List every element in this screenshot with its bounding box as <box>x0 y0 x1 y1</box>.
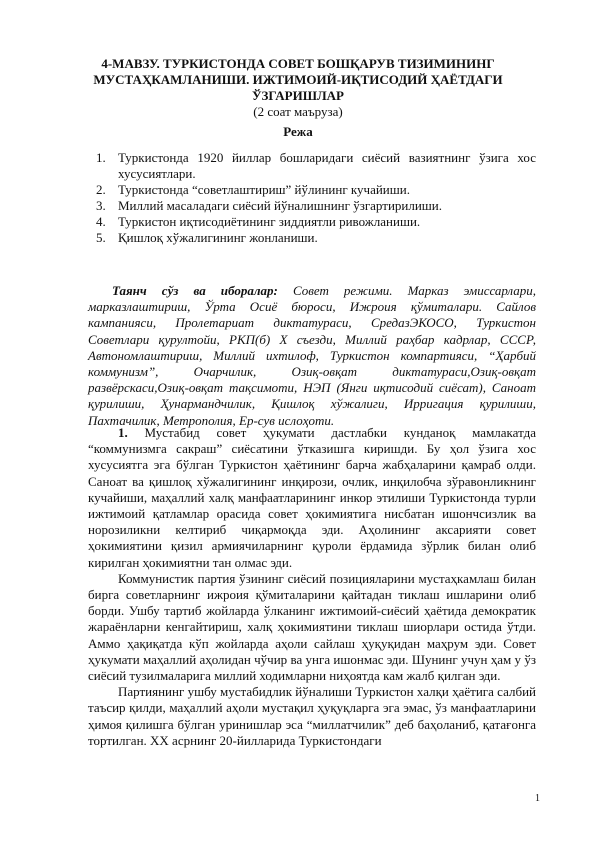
plan-item-number: 1. <box>96 150 106 165</box>
paragraph-1 <box>88 425 536 571</box>
plan-item <box>96 150 536 182</box>
plan-item-number: 2. <box>96 182 106 197</box>
keywords-label: Таянч сўз ва иборалар: <box>112 283 278 298</box>
title-line-3: ЎЗГАРИШЛАР <box>252 88 344 103</box>
plan-item <box>96 230 536 246</box>
plan-item <box>96 214 536 230</box>
keywords-paragraph <box>88 283 536 429</box>
paragraph-3: Партиянинг ушбу мустабидлик йўналиши Туркистон халқи ҳаётига салбий таъсир қилди, маҳаллий аҳоли мустақил ҳуқуқларга эга эмас, ўз манфаатларини ҳимоя қилишга бўлган уринишлар эса “миллатчилик” деб баҳоланиб, қатағонга тортилган. ХХ асрнинг 20-йилларида Туркистондаги <box>88 684 536 748</box>
paragraph-2: Коммунистик партия ўзининг сиёсий позицияларини мустаҳкамлаш билан бирга советларнинг ижроия қўмиталарини қайтадан тиклаш ишларини олиб борди. Ушбу тартиб жойларда ўлканинг ижтимоий-сиёсий ҳаётида демократик жараёнларни кенгайтириш, халқ ҳокимиятини тиклаш шиорлари остида ўтди. Аммо ҳақиқатда кўп жойларда аҳоли сайлаш ҳуқуқидан маҳрум эди. Совет ҳукумати маҳаллий аҳолидан чўчир ва унга ишонмас эди. Шунинг учун ҳам у ўз сиёсий тузилмаларига миллий ходимларни ниҳоятда кам жалб қилган эди. <box>88 570 536 684</box>
page-number: 1 <box>535 793 540 804</box>
paragraph-number: 1. <box>118 425 128 440</box>
paragraph-1-text: Мустабид совет ҳукумати дастлабки кунданоқ мамлакатда “коммунизмга сакраш” сиёсатини ўтказишга киришди. Бу ҳол ўзига хос хусусиятга эга бўлган Туркистон ҳаётининг барча жабҳаларини қамраб олди. Саноат ва қишлоқ хўжалигининг инқирози, очлик, инқилобча зўравонликнинг кучайиши, маҳаллий халқ манфаатларининг инкор этилиши Туркистонда турли ижтимоий қатламлар орасида совет ҳокимиятига нисбатан ишончсизлик ва норозиликни келтириб чиқармоқда эди. Аҳолининг аксарияти совет ҳокимиятини қизил армиячиларнинг қуроли ёрдамида зўрлик билан олиб кирилган ҳокимиятни тан олмас эди. <box>88 425 536 570</box>
title-line-1: 4-МАВЗУ. ТУРКИСТОНДА СОВЕТ БОШҚАРУВ ТИЗИМИНИНГ <box>101 56 495 71</box>
plan-item-text: Миллий масаладаги сиёсий йўналишнинг ўзгартирилиши. <box>118 198 443 213</box>
subtitle: (2 соат маъруза) <box>253 104 343 119</box>
plan-item-text: Туркистонда 1920 йиллар бошларидаги сиёсий вазиятнинг ўзига хос хусусиятлари. <box>118 150 536 181</box>
plan-item <box>96 182 536 198</box>
plan-item-text: Туркистонда “советлаштириш” йўлининг кучайиши. <box>118 182 410 197</box>
plan-item-text: Туркистон иқтисодиётининг зиддиятли ривожланиши. <box>118 214 421 229</box>
keywords-text: Совет режими. Марказ эмиссарлари, марказлаштириш, Ўрта Осиё бюроси, Ижроия қўмиталари. Сайлов кампанияси, Пролетариат диктатураси, СредазЭКОСО, Туркистон Советлари қурултойи, РКП(б) Х съезди, Миллий раҳбар кадрлар, СССР, Автономлаштириш, Миллий ихтилоф, Туркистон компартияси, “Ҳарбий коммунизм”, Очарчилик, Озиқ-овқат диктатураси,Озиқ-овқат развёрскаси,Озиқ-овқат тақсимоти, НЭП (Янги иқтисодий сиёсат), Саноат қурилиши, Ҳунармандчилик, Қишлоқ хўжалиги, Ирригация қурилиши, Пахтачилик, Метрополия, Ер-сув ислоҳоти. <box>88 283 536 428</box>
title-block <box>60 56 536 120</box>
body-text <box>88 425 536 749</box>
plan-item <box>96 198 536 214</box>
plan-item-number: 4. <box>96 214 106 229</box>
plan-heading: Режа <box>283 124 313 139</box>
plan-item-text: Қишлоқ хўжалигининг жонланиши. <box>118 230 318 245</box>
plan-item-number: 5. <box>96 230 106 245</box>
plan-item-number: 3. <box>96 198 106 213</box>
title-line-2: МУСТАҲКАМЛАНИШИ. ИЖТИМОИЙ-ИҚТИСОДИЙ ҲАЁТДАГИ <box>93 72 503 87</box>
plan-list <box>96 150 536 246</box>
